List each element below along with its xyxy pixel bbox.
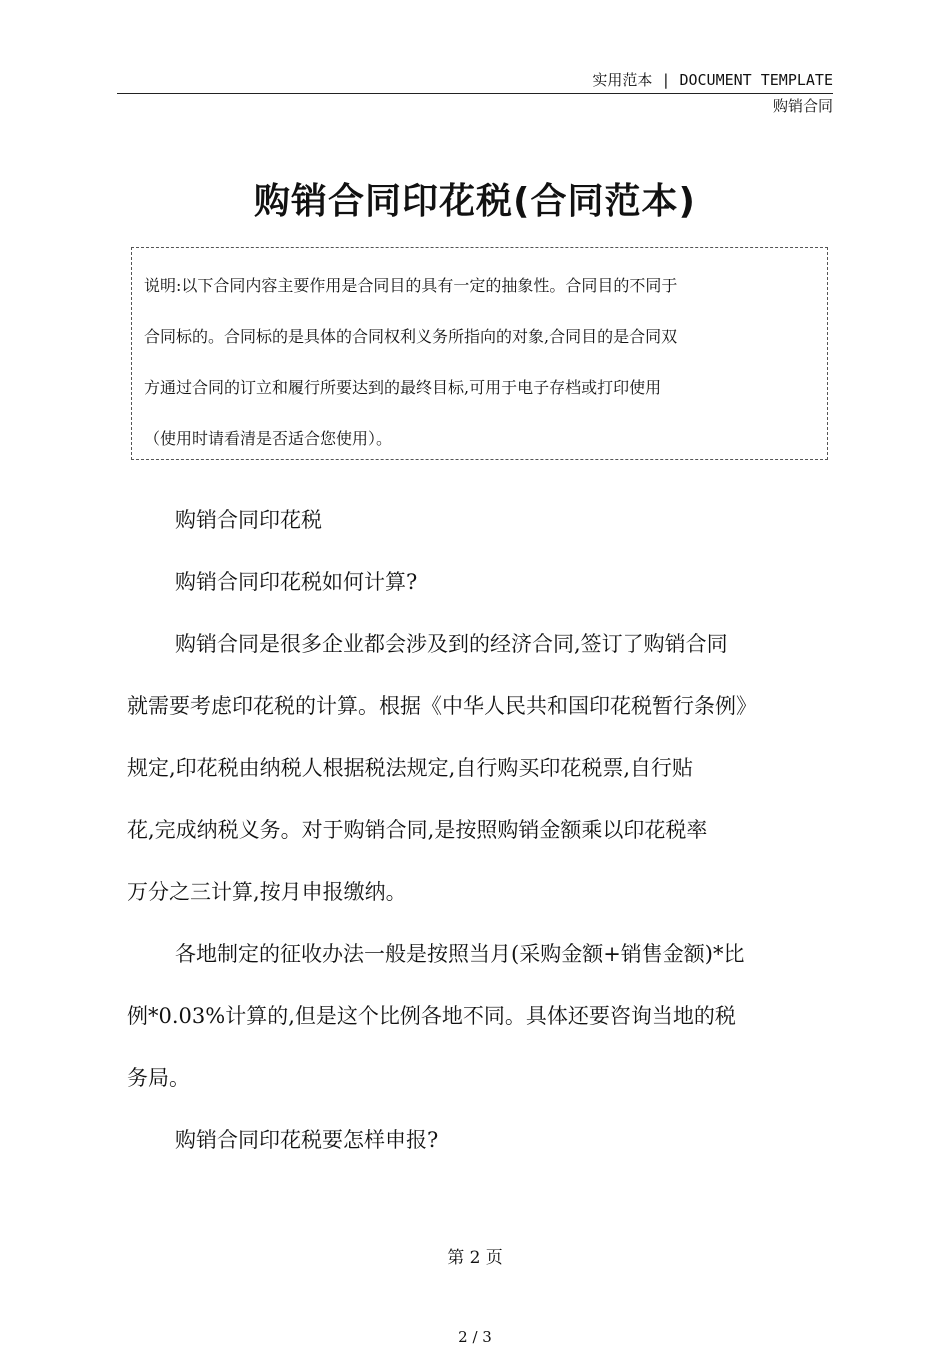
notice-line: 合同标的。合同标的是具体的合同权利义务所指向的对象,合同目的是合同双 bbox=[144, 327, 678, 346]
section-question: 购销合同印花税如何计算? bbox=[175, 570, 418, 594]
page-number: 第 2 页 bbox=[447, 1248, 503, 1268]
section-question: 购销合同印花税要怎样申报? bbox=[175, 1128, 439, 1152]
notice-box bbox=[131, 247, 828, 460]
page-counter: 2 / 3 bbox=[458, 1328, 492, 1346]
section-heading: 购销合同印花税 bbox=[175, 508, 322, 532]
header-divider bbox=[117, 93, 833, 94]
notice-line: 方通过合同的订立和履行所要达到的最终目标,可用于电子存档或打印使用 bbox=[144, 378, 662, 397]
paragraph-line: 万分之三计算,按月申报缴纳。 bbox=[127, 880, 407, 904]
paragraph-line: 例*0.03%计算的,但是这个比例各地不同。具体还要咨询当地的税 bbox=[127, 1004, 736, 1028]
paragraph-line: 就需要考虑印花税的计算。根据《中华人民共和国印花税暂行条例》 bbox=[127, 694, 757, 718]
paragraph-line: 各地制定的征收办法一般是按照当月(采购金额+销售金额)*比 bbox=[175, 942, 745, 966]
notice-line: （使用时请看清是否适合您使用）。 bbox=[144, 429, 393, 448]
document-body bbox=[127, 489, 837, 1171]
header-document-type: 购销合同 bbox=[772, 97, 833, 115]
paragraph-line: 花,完成纳税义务。对于购销合同,是按照购销金额乘以印花税率 bbox=[127, 818, 708, 842]
paragraph-line: 规定,印花税由纳税人根据税法规定,自行购买印花税票,自行贴 bbox=[127, 756, 694, 780]
paragraph-line: 购销合同是很多企业都会涉及到的经济合同,签订了购销合同 bbox=[175, 632, 728, 656]
paragraph-line: 务局。 bbox=[127, 1066, 190, 1090]
notice-line: 说明:以下合同内容主要作用是合同目的具有一定的抽象性。合同目的不同于 bbox=[144, 276, 678, 295]
header-template-label: 实用范本 | DOCUMENT TEMPLATE bbox=[592, 71, 833, 89]
document-title: 购销合同印花税(合同范本) bbox=[254, 181, 696, 222]
